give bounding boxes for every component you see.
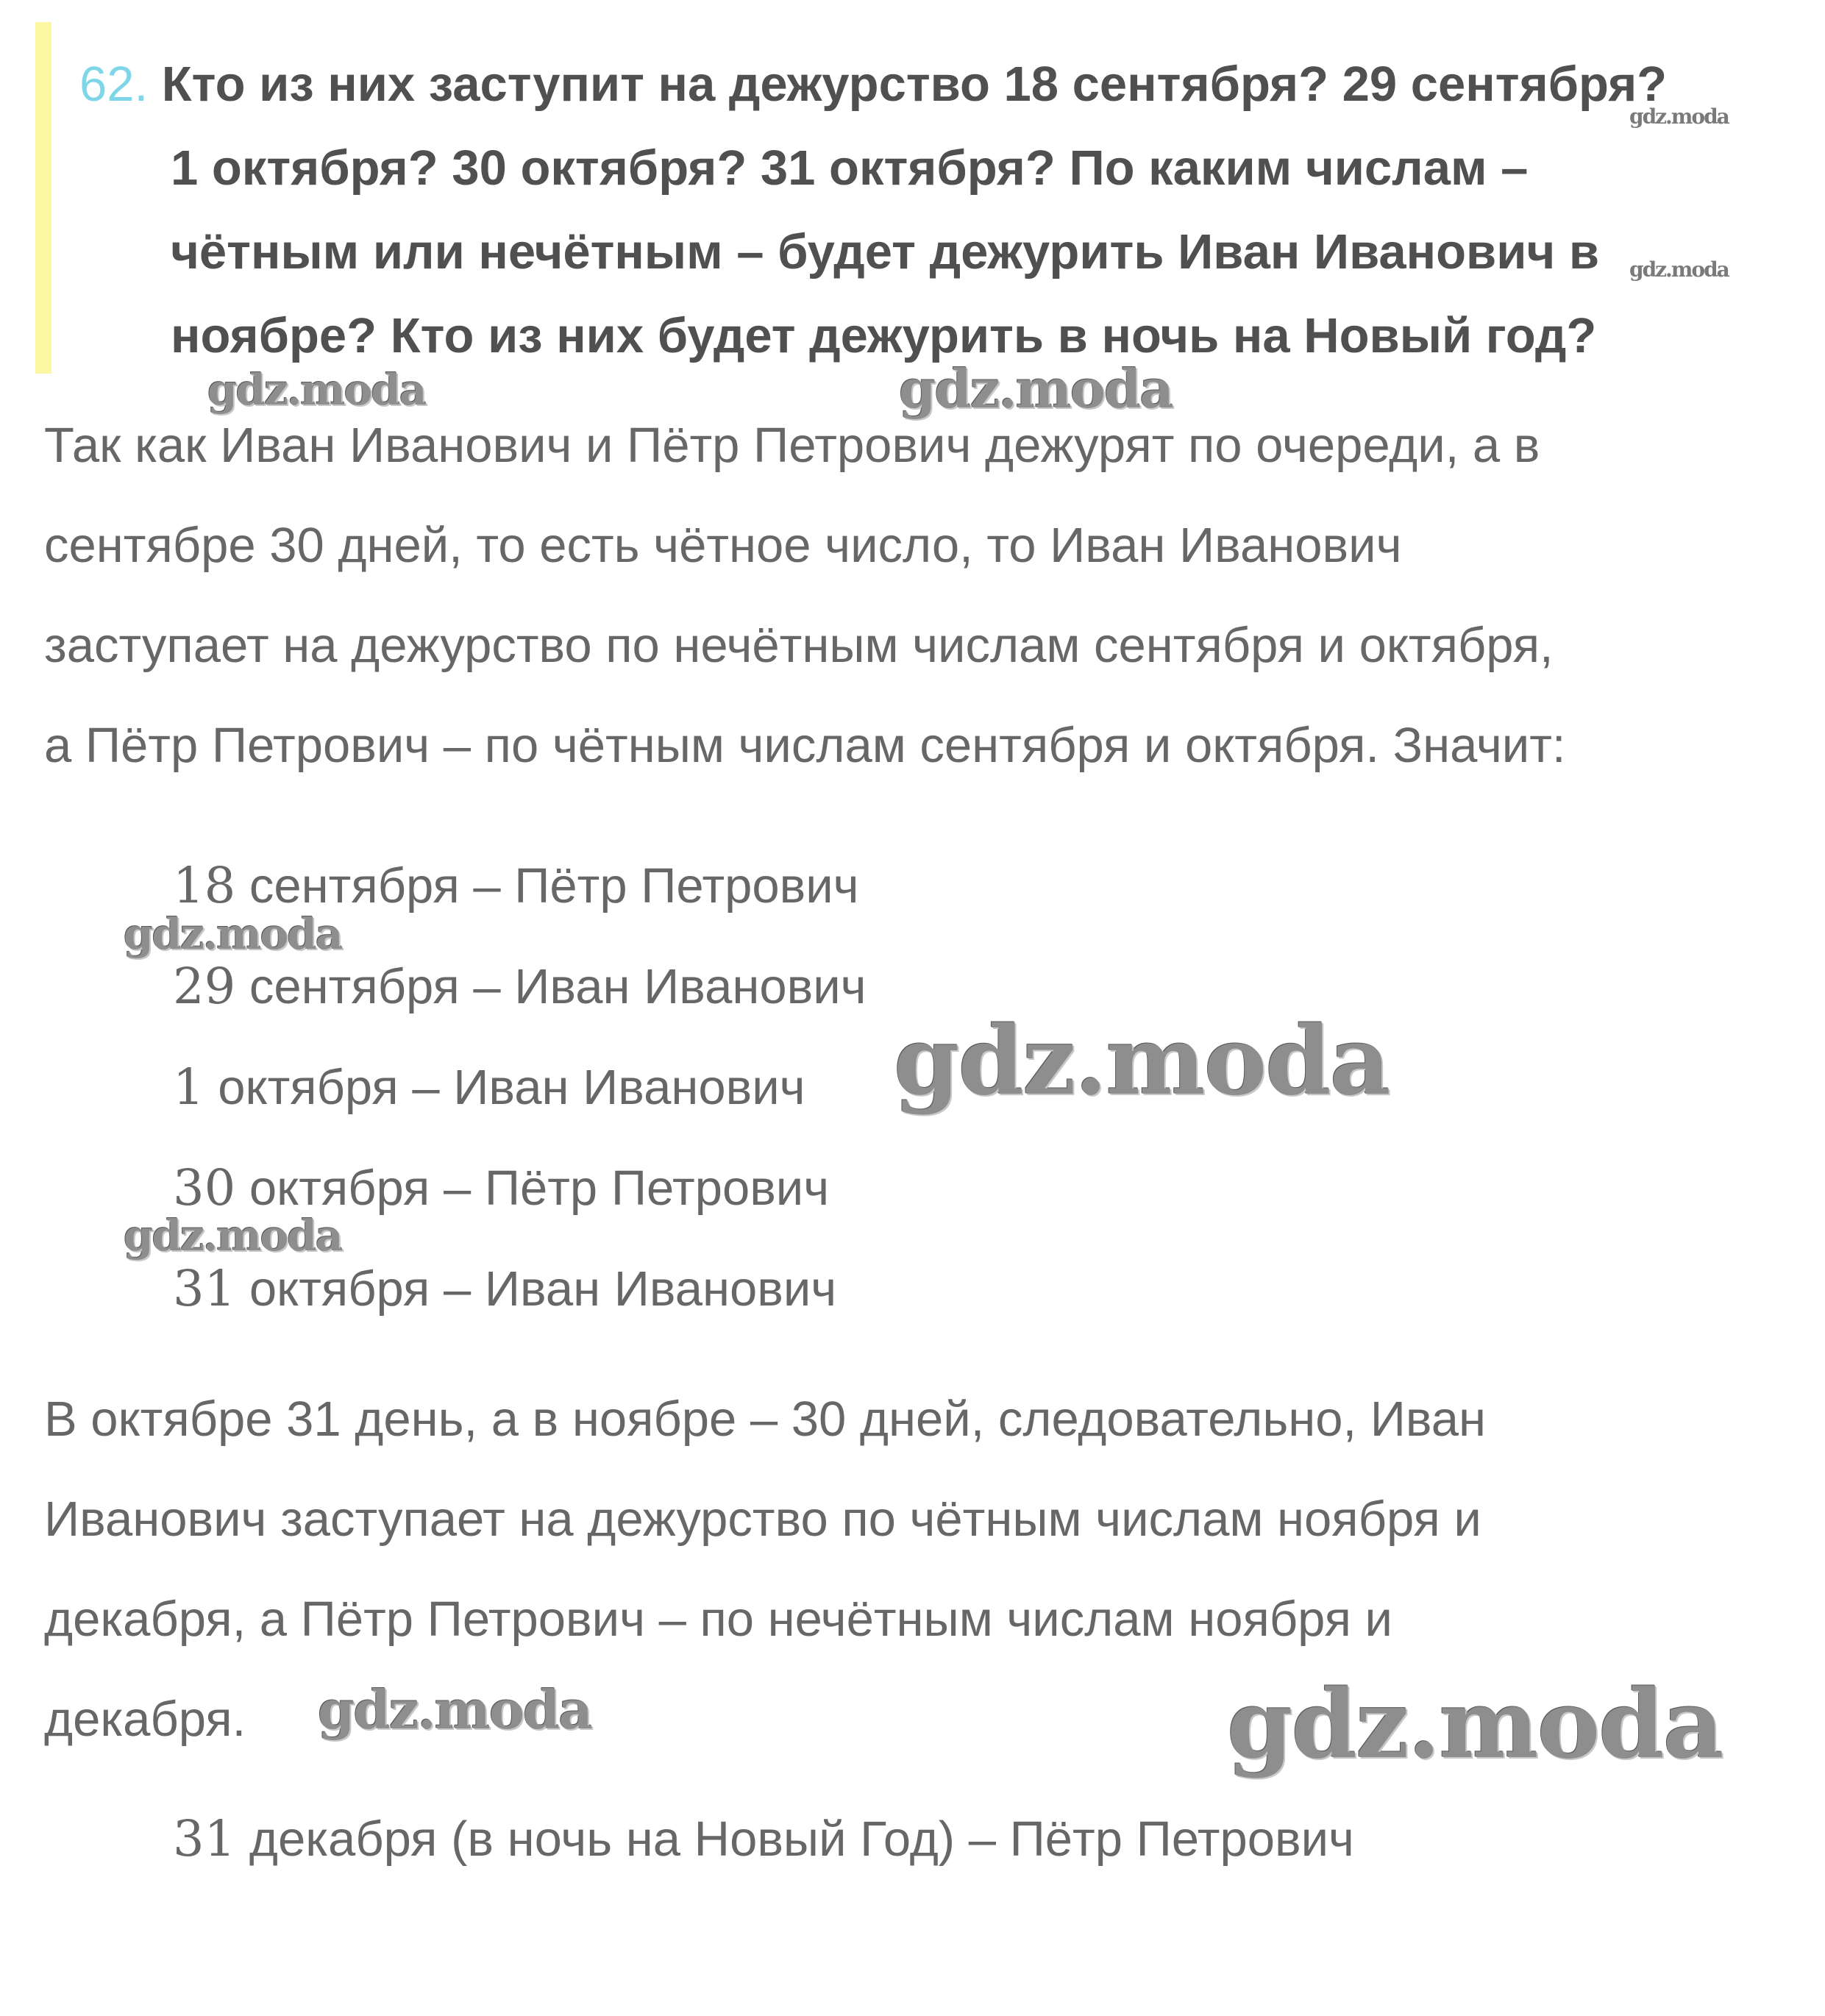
task-block (35, 22, 1801, 374)
watermark: gdz.moda (899, 357, 1173, 420)
watermark: gdz.moda (124, 1211, 342, 1261)
paragraph-line: заступает на дежурство по нечётным числам сентября и октября, (44, 618, 1554, 673)
paragraph-line: декабря, а Пётр Петрович – по нечётным числам ноября и (44, 1592, 1392, 1647)
task-number: 62. (79, 57, 149, 112)
answer-item: 31 декабря (в ночь на Новый Год) – Пётр Петрович (173, 1810, 1354, 1867)
final-answer (173, 1789, 1497, 1889)
watermark: gdz.moda (1227, 1670, 1723, 1780)
watermark: gdz.moda (318, 1678, 591, 1741)
watermark: gdz.moda (1629, 104, 1729, 129)
paragraph-line: Иванович заступает на дежурство по чётным числам ноября и (44, 1492, 1481, 1547)
paragraph-line: а Пётр Петрович – по чётным числам сентября и октября. Значит: (44, 718, 1566, 773)
watermark: gdz.moda (1629, 257, 1729, 282)
solution-paragraph-1 (44, 396, 1795, 796)
answer-item: 30 октября – Пётр Петрович (173, 1159, 830, 1217)
answer-item: 1 октября – Иван Иванович (173, 1058, 805, 1116)
task-statement (79, 43, 1793, 378)
watermark: gdz.moda (124, 909, 342, 959)
task-highlight-bar (35, 22, 51, 374)
paragraph-line: декабря. (44, 1692, 246, 1747)
watermark: gdz.moda (207, 365, 426, 415)
paragraph-line: Так как Иван Иванович и Пётр Петрович дежурят по очереди, а в (44, 418, 1540, 473)
answer-item: 31 октября – Иван Иванович (173, 1260, 837, 1317)
paragraph-line: сентябре 30 дней, то есть чётное число, то Иван Иванович (44, 518, 1402, 573)
answer-item: 29 сентября – Иван Иванович (173, 958, 867, 1015)
answer-item: 18 сентября – Пётр Петрович (173, 857, 859, 914)
task-line-3: чётным или нечётным – будет дежурить Иван Иванович в (171, 224, 1600, 279)
paragraph-line: В октябре 31 день, а в ноябре – 30 дней, следовательно, Иван (44, 1392, 1487, 1447)
task-line-1: 62. Кто из них заступит на дежурство 18 сентября? 29 сентября? (79, 57, 1668, 112)
task-line-4: ноябре? Кто из них будет дежурить в ночь на Новый год? (171, 308, 1597, 363)
task-line-2: 1 октября? 30 октября? 31 октября? По каким числам – (171, 140, 1529, 196)
watermark: gdz.moda (894, 1006, 1390, 1116)
